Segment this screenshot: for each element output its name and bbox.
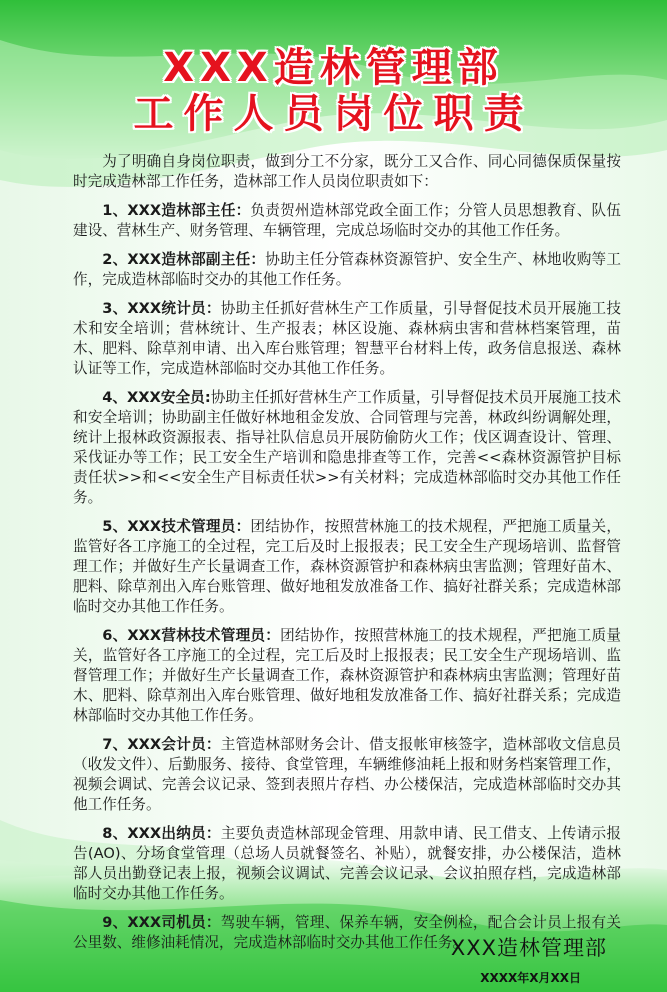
duty-role: 6、XXX营林技术管理员： bbox=[102, 627, 281, 644]
duty-text: 主要负责造林部现金管理、用款申请、民工借支、上传请示报告(AO)、分场食堂管理（总场人员就餐签名、补贴），就餐安排，办公楼保洁，造林部人员出勤登记表上报，视频会议调试、完善会议记录、会议拍照存档，完成造林部临时交办其他工作任务。 bbox=[73, 825, 621, 902]
duty-item bbox=[73, 517, 621, 617]
duty-role: 8、XXX出纳员： bbox=[102, 825, 221, 842]
duty-item bbox=[73, 201, 621, 241]
duty-role: 5、XXX技术管理员： bbox=[102, 518, 251, 535]
duty-text: 团结协作，按照营林施工的技术规程，严把施工质量关，监管好各工序施工的全过程，完工后及时上报报表；民工安全生产现场培训、监督管理工作；并做好生产长量调查工作，森林资源管护和森林病虫害监测；管理好苗木、肥料、除草剂出入库台账管理、做好地租发放准备工作、搞好社群关系；完成造林部临时交办其他工作任务。 bbox=[73, 627, 621, 724]
page-title-line-2: 工作人员岗位职责 bbox=[133, 91, 534, 137]
duty-text: 驾驶车辆，管理、保养车辆，安全例检，配合会计员上报有关公里数、维修油耗情况，完成造林部临时交办其他工作任务。 bbox=[73, 914, 621, 951]
duty-text: 协助主任抓好营林生产工作质量，引导督促技术员开展施工技术和安全培训；协助副主任做好林地租金发放、合同管理与完善，林政纠纷调解处理，统计上报林政资源报表、指导社队信息员开展防偷防火工作；伐区调查设计、管理、采伐证办等工作；民工安全生产培训和隐患排查等工作，完善<<森林资源管护目标责任状>>和<<安全生产目标责任状>>有关材料；完成造林部临时交办其他工作任务。 bbox=[73, 389, 621, 506]
duty-text: 负责贺州造林部党政全面工作；分管人员思想教育、队伍建设、营林生产、财务管理、车辆管理，完成总场临时交办的其他工作任务。 bbox=[73, 202, 621, 239]
duty-text: 主管造林部财务会计、借支报帐审核签字，造林部收文信息员（收发文件）、后勤服务、接待、食堂管理，车辆维修油耗上报和财务档案管理工作，视频会调试、完善会议记录、签到表照片存档、办公楼保洁，完成造林部临时交办其他工作任务。 bbox=[73, 736, 621, 813]
duty-role: 9、XXX司机员： bbox=[102, 914, 221, 931]
duty-item bbox=[73, 388, 621, 508]
duty-item bbox=[73, 735, 621, 815]
duty-text: 团结协作，按照营林施工的技术规程，严把施工质量关，监管好各工序施工的全过程，完工后及时上报报表；民工安全生产现场培训、监督管理工作；并做好生产长量调查工作，森林资源管护和森林病虫害监测；管理好苗木、肥料、除草剂出入库台账管理、做好地租发放准备工作、搞好社群关系；完成造林部临时交办其他工作任务。 bbox=[73, 518, 621, 615]
duty-role: 2、XXX造林部副主任： bbox=[102, 251, 266, 268]
intro-paragraph: 为了明确自身岗位职责，做到分工不分家，既分工又合作、同心同德保质保量按时完成造林部工作任务，造林部工作人员岗位职责如下： bbox=[73, 153, 621, 190]
duty-text: 协助主任分管森林资源管护、安全生产、林地收购等工作，完成造林部临时交办的其他工作任务。 bbox=[73, 251, 621, 288]
page-title-line-1: XXX造林管理部 bbox=[163, 45, 504, 91]
duty-role: 4、XXX安全员: bbox=[102, 389, 211, 406]
duty-item bbox=[73, 824, 621, 904]
footer-date: XXXX年X月XX日 bbox=[480, 971, 581, 985]
duty-item bbox=[73, 626, 621, 726]
footer-organization: XXX造林管理部 bbox=[450, 936, 607, 960]
duty-role: 1、XXX造林部主任： bbox=[102, 202, 251, 219]
duty-item bbox=[73, 250, 621, 290]
duty-role: 7、XXX会计员： bbox=[102, 736, 221, 753]
duty-role: 3、XXX统计员： bbox=[102, 300, 221, 317]
duty-item bbox=[73, 299, 621, 379]
duty-text: 协助主任抓好营林生产工作质量，引导督促技术员开展施工技术和安全培训；营林统计、生产报表；林区设施、森林病虫害和营林档案管理，苗木、肥料、除草剂申请、出入库台账管理；智慧平台材料上传，政务信息报送、森林认证等工作，完成造林部临时交办其他工作任务。 bbox=[73, 300, 621, 377]
duties-body bbox=[73, 152, 621, 962]
